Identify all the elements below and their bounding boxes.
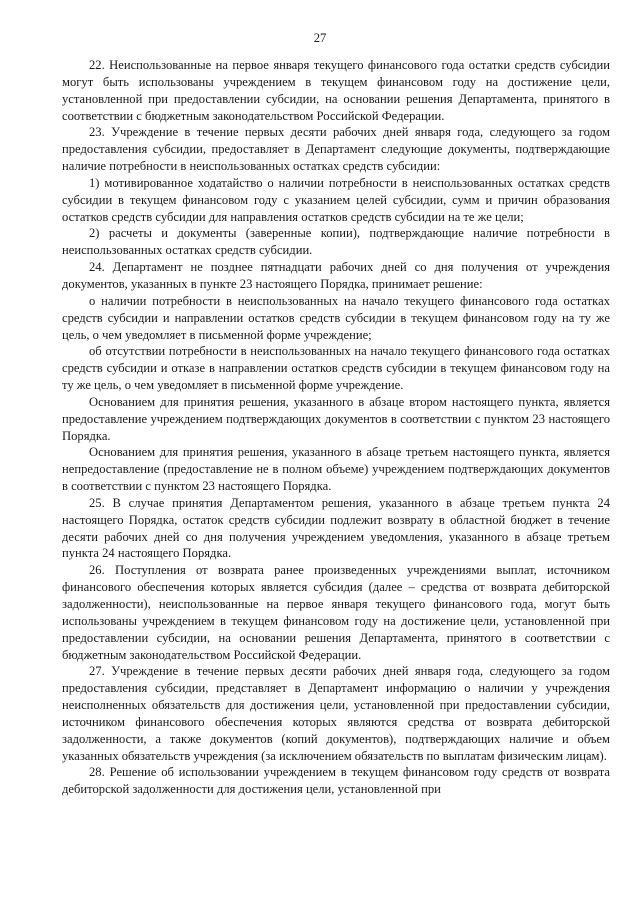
paragraph-24-decision-2: об отсутствии потребности в неиспользованных на начало текущего финансового года остатках средств субсидии и отказе в направлении остатков средств субсидии в текущем финансовом году на ту же цель, о чем уведомляет в письменной форме учреждение.: [62, 344, 610, 393]
paragraph-28: 28. Решение об использовании учреждением в текущем финансовом году средств от возврата дебиторской задолженности для достижения цели, установленной при: [62, 765, 610, 797]
paragraph-27: 27. Учреждение в течение первых десяти рабочих дней января года, следующего за годом предоставления субсидии, представляет в Департамент информацию о наличии у учреждения неисполненных обязательств для достижения цели, установленной при предоставлении субсидии, источником финансового обеспечения которых являются средства от возврата дебиторской задолженности, а также документов (копий документов), подтверждающих наличие и объем указанных обязательств учреждения (за исключением обязательств по выплатам физическим лицам).: [62, 664, 610, 763]
paragraph-25: 25. В случае принятия Департаментом решения, указанного в абзаце третьем пункта 24 настоящего Порядка, остаток средств субсидии подлежит возврату в областной бюджет в течение десяти рабочих дней со дня получения учреждением уведомления, указанного в абзаце третьем пункта 24 настоящего Порядка.: [62, 495, 610, 561]
paragraph-23-item-2: 2) расчеты и документы (заверенные копии), подтверждающие наличие потребности в неиспользованных остатках средств субсидии.: [62, 226, 610, 258]
paragraph-24: 24. Департамент не позднее пятнадцати рабочих дней со дня получения от учреждения документов, указанных в пункте 23 настоящего Порядка, принимает решение:: [62, 260, 610, 291]
paragraph-26: 26. Поступления от возврата ранее произведенных учреждениями выплат, источником финансового обеспечения которых является субсидия (далее – средства от возврата дебиторской задолженности), неиспользованные на первое января текущего финансового года, могут быть использованы учреждением в текущем финансовом году на достижение цели, установленной при предоставлении субсидии, на основании решения Департамента, принятого в соответствии с бюджетным законодательством Российской Федерации.: [62, 563, 610, 662]
paragraph-23-item-1: 1) мотивированное ходатайство о наличии потребности в неиспользованных остатках средств субсидии в текущем финансовом году с указанием целей субсидии, сумм и причин образования остатков средств субсидии для направления остатков средств субсидии на те же цели;: [62, 175, 610, 224]
page-number: 27: [313, 31, 327, 45]
paragraph-24-decision-1: о наличии потребности в неиспользованных на начало текущего финансового года остатках средств субсидии и направлении остатков средств субсидии в текущем финансовом году на ту же цель, о чем уведомляет в письменной форме учреждение;: [62, 293, 610, 342]
document-body: [62, 57, 610, 798]
paragraph-22: 22. Неиспользованные на первое января текущего финансового года остатки средств субсидии могут быть использованы учреждением в текущем финансовом году на достижение цели, установленной при предоставлении субсидии, на основании решения Департамента, принятого в соответствии с бюджетным законодательством Российской Федерации.: [62, 58, 610, 123]
paragraph-24-basis-1: Основанием для принятия решения, указанного в абзаце втором настоящего пункта, является предоставление учреждением подтверждающих документов в соответствии с пунктом 23 настоящего Порядка.: [62, 394, 610, 443]
paragraph-23: 23. Учреждение в течение первых десяти рабочих дней января года, следующего за годом предоставления субсидии, предоставляет в Департамент следующие документы, подтверждающие наличие потребности в неиспользованных остатках средств субсидии:: [62, 125, 610, 174]
paragraph-24-basis-2: Основанием для принятия решения, указанного в абзаце третьем настоящего пункта, является непредоставление (предоставление не в полном объеме) учреждением подтверждающих документов в соответствии с пунктом 23 настоящего Порядка.: [62, 445, 610, 494]
